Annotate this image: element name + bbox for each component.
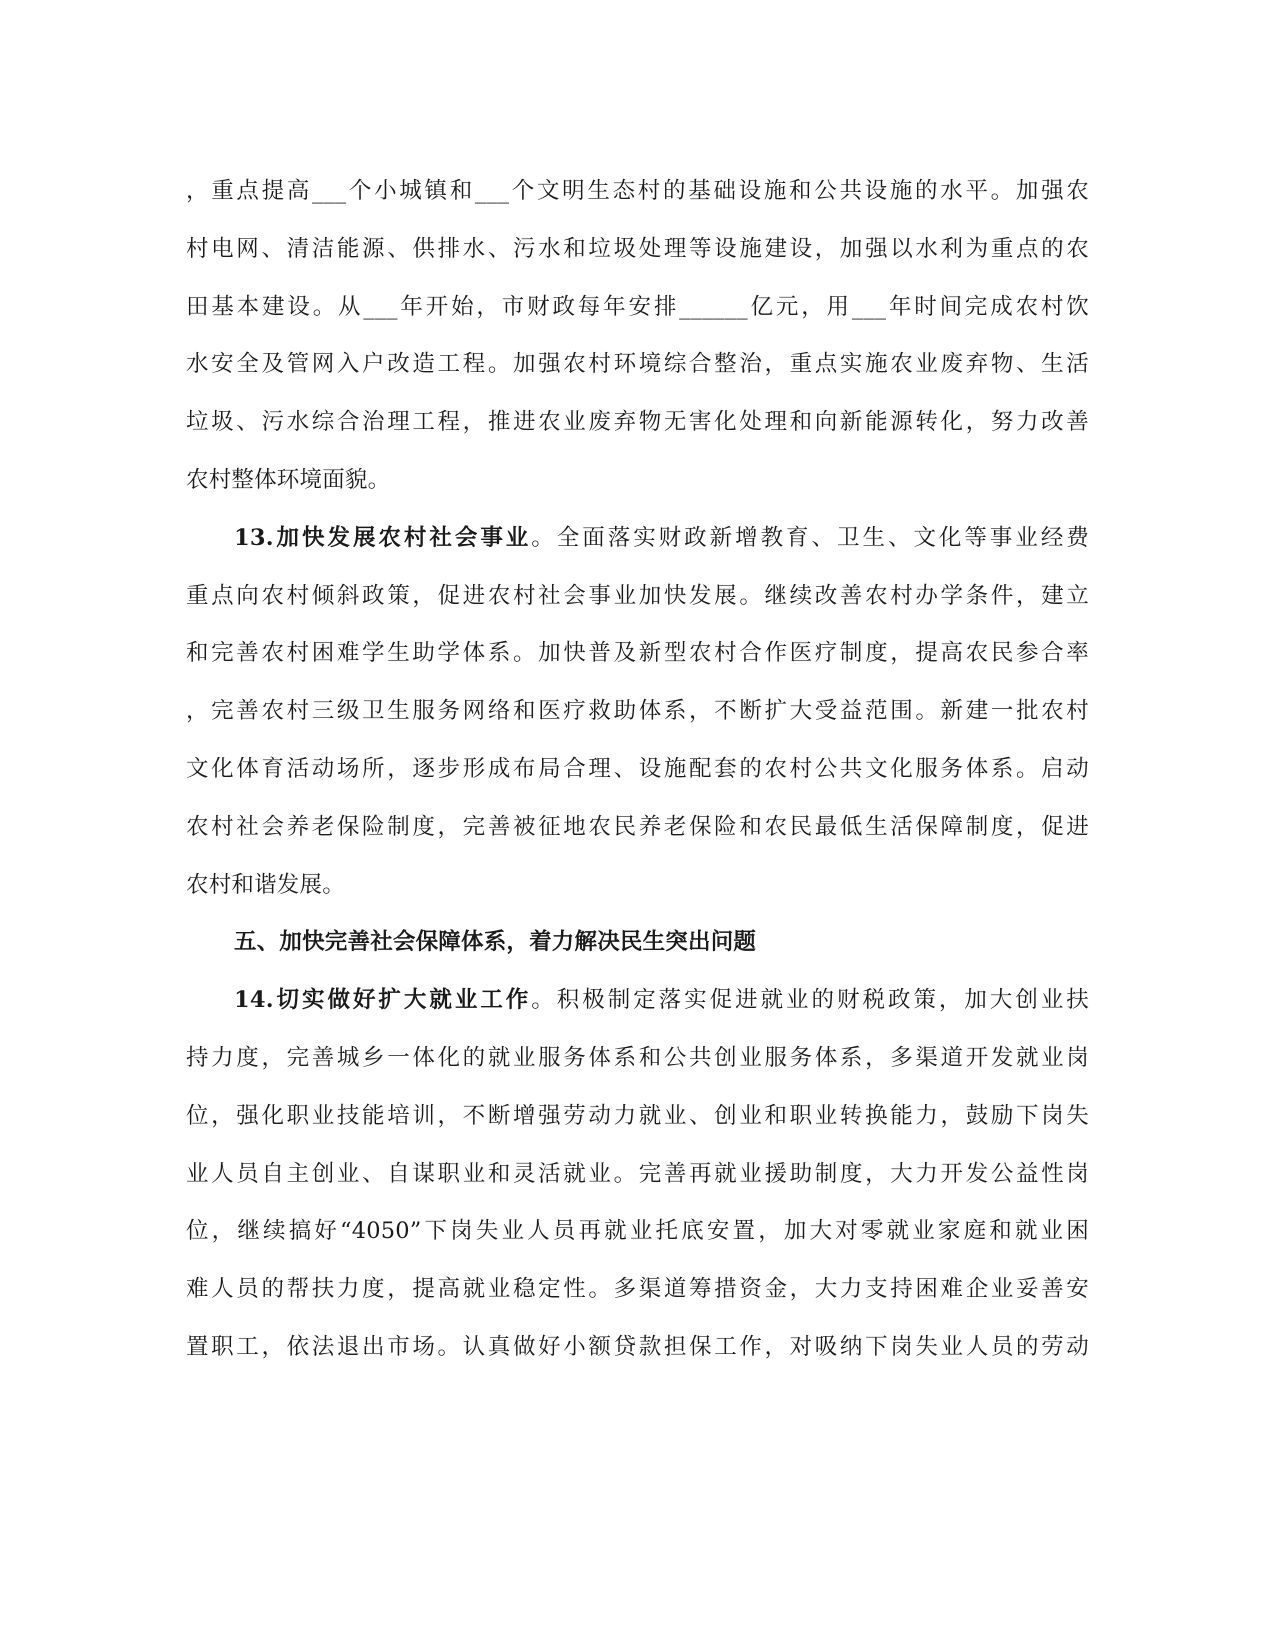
paragraph-item-13 — [186, 510, 1089, 915]
text-line: 农村和谐发展。 — [186, 871, 345, 898]
item-14-title: 14.切实做好扩大就业工作 — [234, 987, 532, 1014]
document-body — [186, 163, 1089, 1377]
paragraph-infrastructure — [186, 163, 1089, 510]
text-line: 重点向农村倾斜政策，促进农村社会事业加快发展。继续改善农村办学条件，建立 — [186, 582, 1089, 609]
text-line: 置职工，依法退出市场。认真做好小额贷款担保工作，对吸纳下岗失业人员的劳动 — [186, 1333, 1089, 1360]
text-line: 文化体育活动场所，逐步形成布局合理、设施配套的农村公共文化服务体系。启动 — [186, 755, 1089, 782]
text-line: ，完善农村三级卫生服务网络和医疗救助体系，不断扩大受益范围。新建一批农村 — [186, 698, 1089, 725]
section-5-heading-block — [186, 914, 1089, 972]
section-5-heading: 五、加快完善社会保障体系，着力解决民生突出问题 — [234, 929, 757, 956]
item-13-title: 13.加快发展农村社会事业 — [234, 524, 532, 551]
text-line: 难人员的帮扶力度，提高就业稳定性。多渠道筹措资金，大力支持困难企业妥善安 — [186, 1276, 1089, 1303]
item-13-lead-text: 。全面落实财政新增教育、卫生、文化等事业经费 — [531, 524, 1090, 551]
text-line: 业人员自主创业、自谋职业和灵活就业。完善再就业援助制度，大力开发公益性岗 — [186, 1160, 1089, 1187]
text-line: 农村社会养老保险制度，完善被征地农民养老保险和农民最低生活保障制度，促进 — [186, 813, 1089, 840]
paragraph-item-14 — [186, 972, 1089, 1377]
item-14-lead-text: 。积极制定落实促进就业的财税政策，加大创业扶 — [531, 987, 1090, 1014]
text-line: 田基本建设。从___年开始，市财政每年安排______亿元，用___年时间完成农村饮 — [186, 293, 1089, 320]
item-14-first-line — [186, 972, 1089, 1030]
text-line: ，重点提高___个小城镇和___个文明生态村的基础设施和公共设施的水平。加强农 — [186, 178, 1089, 204]
text-line: 水安全及管网入户改造工程。加强农村环境综合整治，重点实施农业废弃物、生活 — [186, 351, 1089, 378]
text-line: 和完善农村困难学生助学体系。加快普及新型农村合作医疗制度，提高农民参合率 — [186, 640, 1089, 667]
text-line: 农村整体环境面貌。 — [186, 466, 391, 493]
text-line: 村电网、清洁能源、供排水、污水和垃圾处理等设施建设，加强以水利为重点的农 — [186, 235, 1089, 262]
item-13-first-line — [186, 510, 1089, 568]
text-line: 垃圾、污水综合治理工程，推进农业废弃物无害化处理和向新能源转化，努力改善 — [186, 409, 1089, 436]
text-line: 位，继续搞好“4050”下岗失业人员再就业托底安置，加大对零就业家庭和就业困 — [186, 1218, 1089, 1245]
text-line: 持力度，完善城乡一体化的就业服务体系和公共创业服务体系，多渠道开发就业岗 — [186, 1044, 1089, 1071]
text-line: 位，强化职业技能培训，不断增强劳动力就业、创业和职业转换能力，鼓励下岗失 — [186, 1102, 1089, 1129]
